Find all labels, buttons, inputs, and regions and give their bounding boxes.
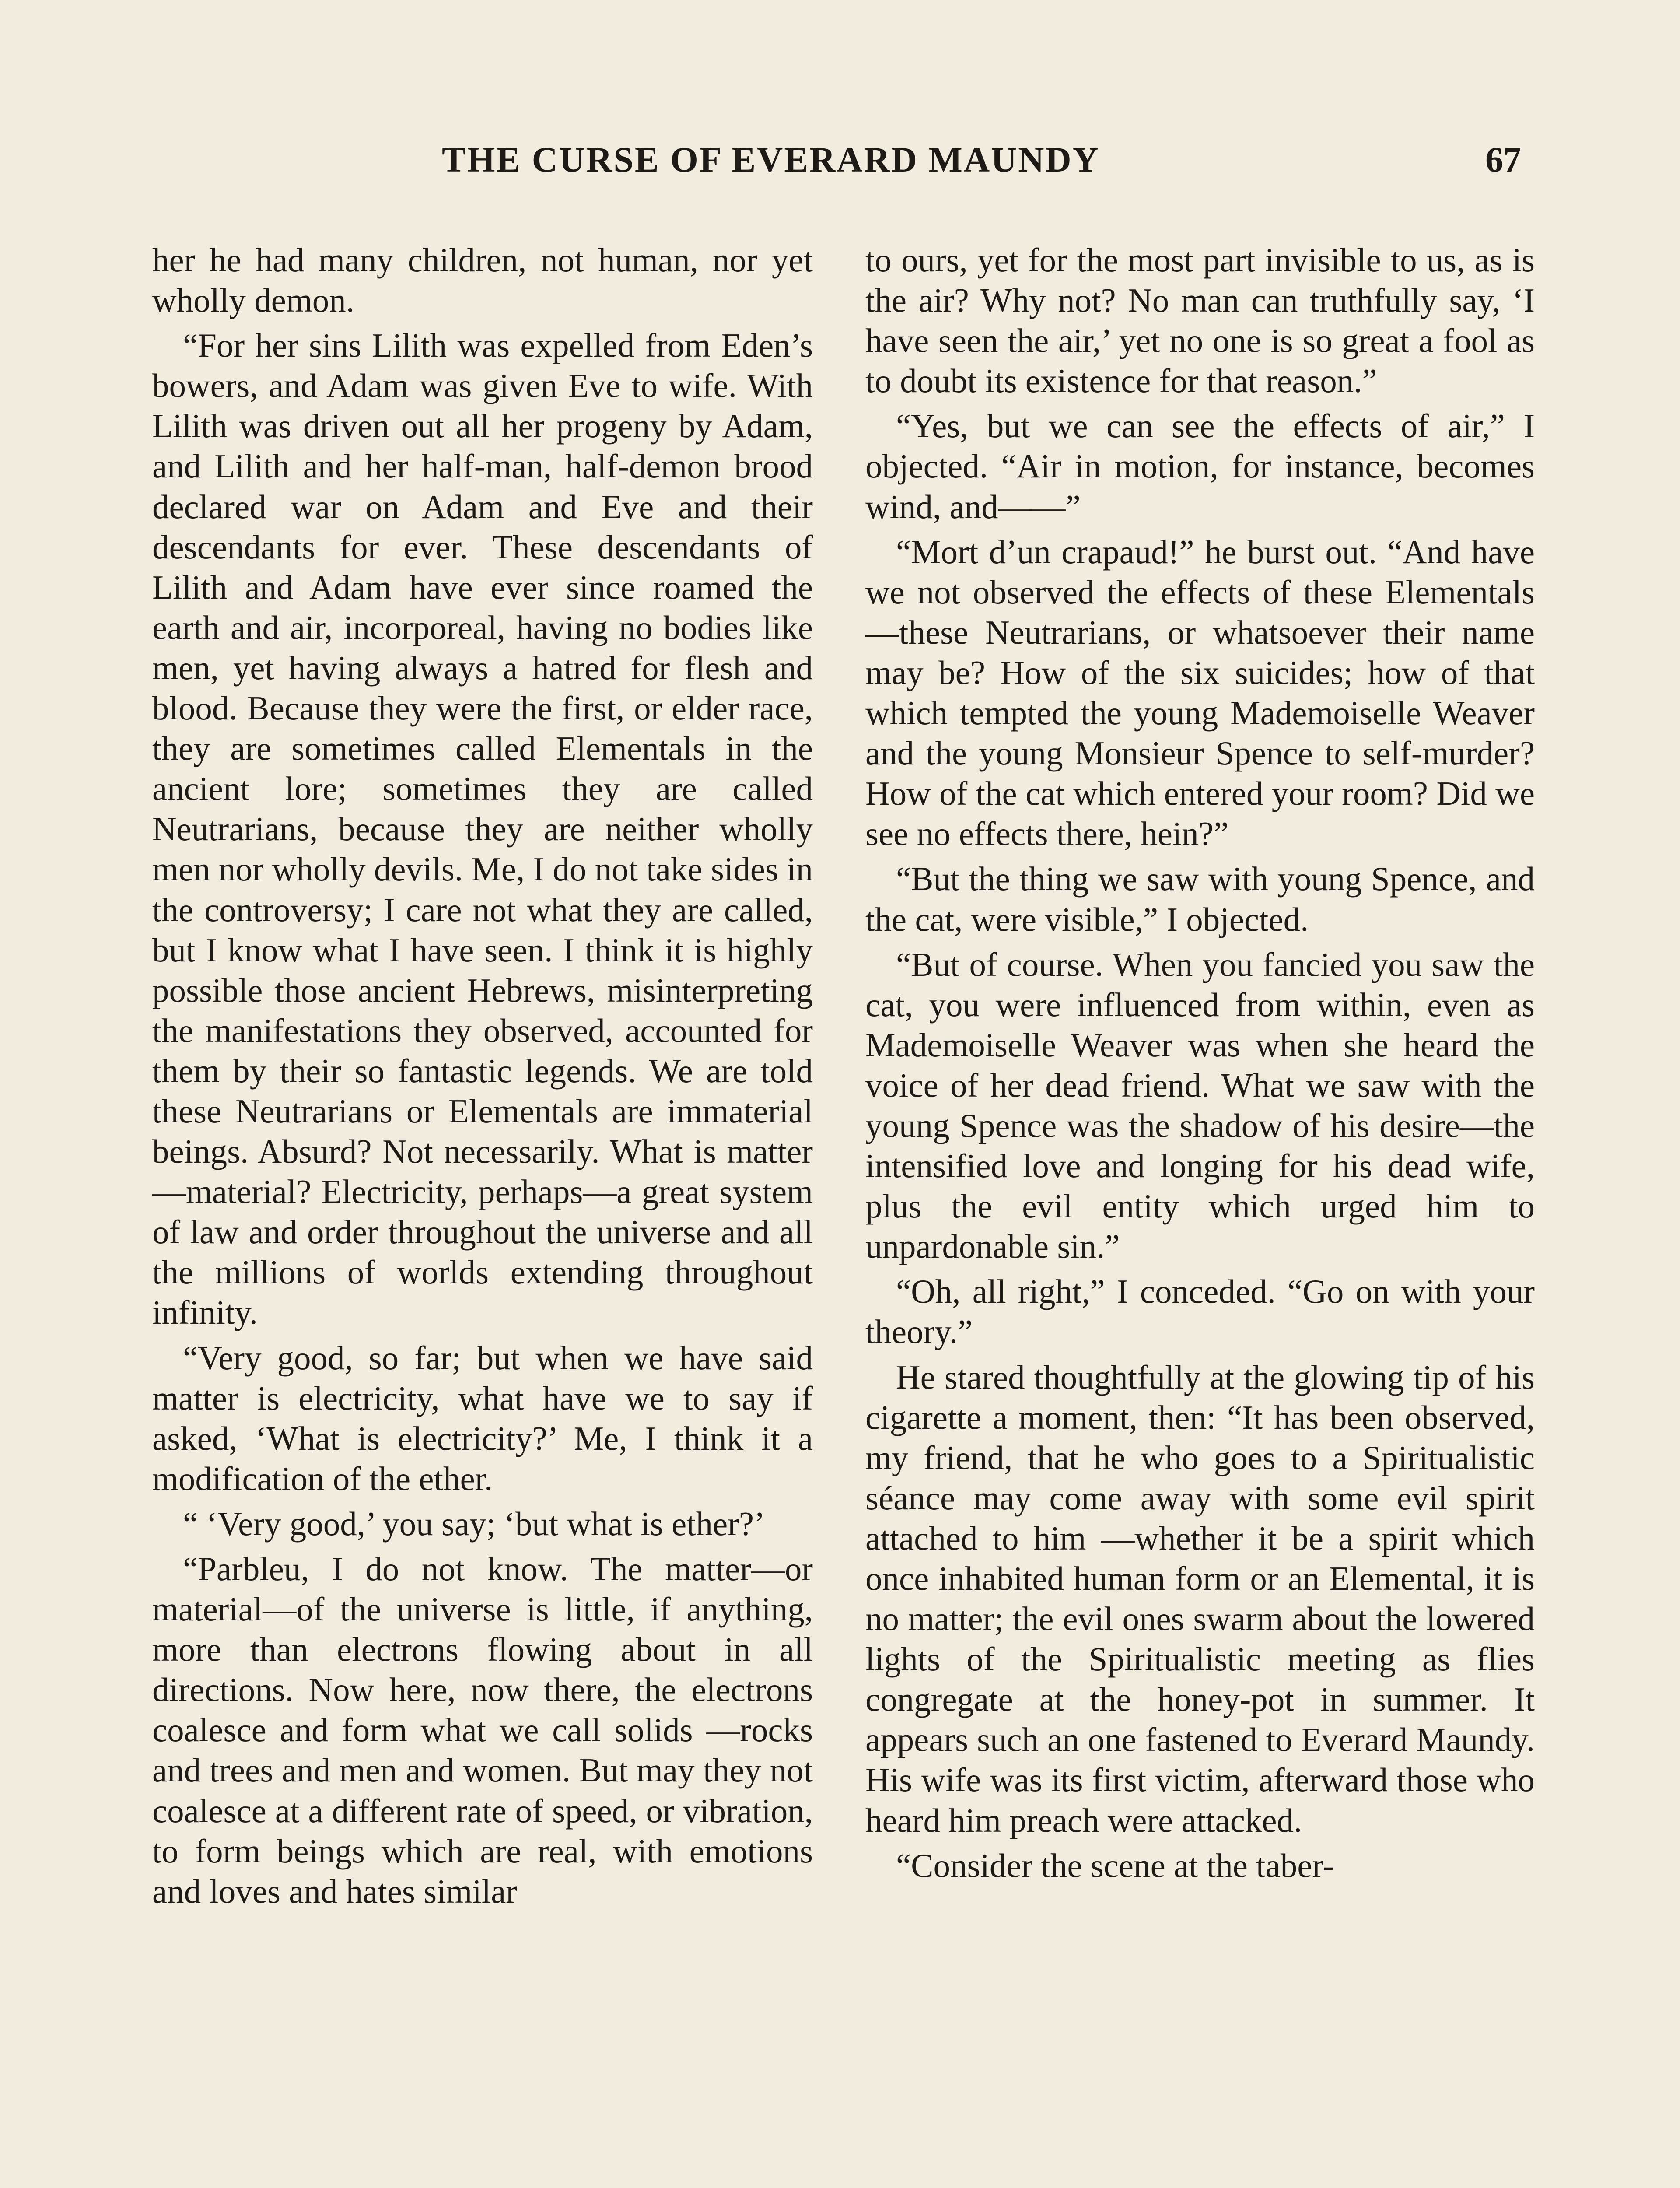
running-title: THE CURSE OF EVERARD MAUNDY: [442, 140, 1100, 179]
paragraph: “Very good, so far; but when we have said matter is electricity, what have we to say if asked, ‘What is electricity?’ Me, I think it a modification of the ether.: [152, 1339, 813, 1497]
page-number: 67: [1485, 140, 1521, 179]
paragraph: her he had many children, not human, nor yet wholly demon.: [152, 241, 813, 319]
paragraph: to ours, yet for the most part invisible to us, as is the air? Why not? No man can truthfully say, ‘I have seen the air,’ yet no one is so great a fool as to doubt its existence for that reason.”: [865, 241, 1535, 400]
paragraph: “For her sins Lilith was expelled from Eden’s bowers, and Adam was given Eve to wife. With Lilith was driven out all her progeny by Adam, and Lilith and her half-man, half-demon brood declared war on Adam and Eve and their descendants for ever. These descendants of Lilith and Adam have ever since roamed the earth and air, incorporeal, having no bodies like men, yet having always a hatred for flesh and blood. Because they were the first, or elder race, they are sometimes called Elementals in the ancient lore; sometimes they are called Neutrarians, because they are neither wholly men nor wholly devils. Me, I do not take sides in the controversy; I care not what they are called, but I know what I have seen. I think it is highly possible those ancient Hebrews, misinterpreting the manifestations they observed, accounted for them by their so fantastic legends. We are told these Neutrarians or Elementals are immaterial beings. Absurd? Not necessarily. What is matter—material? Electricity, perhaps—a great system of law and order throughout the universe and all the millions of worlds extending throughout infinity.: [152, 326, 813, 1332]
paragraph: “ ‘Very good,’ you say; ‘but what is ether?’: [183, 1504, 765, 1543]
paragraph: “Mort d’un crapaud!” he burst out. “And have we not observed the effects of these Elementals—these Neutrarians, or whatsoever their name may be? How of the six suicides; how of that which tempted the young Mademoiselle Weaver and the young Monsieur Spence to self-murder? How of the cat which entered your room? Did we see no effects there, hein?”: [865, 533, 1535, 853]
paragraph: “But the thing we saw with young Spence, and the cat, were visible,” I objected.: [865, 860, 1535, 938]
paragraph: “Consider the scene at the taber-: [896, 1846, 1334, 1884]
right-column: [865, 240, 1535, 1890]
left-column: [152, 240, 813, 1916]
paragraph: “Yes, but we can see the effects of air,” I objected. “Air in motion, for instance, becomes wind, and——”: [865, 407, 1535, 526]
paragraph: He stared thoughtfully at the glowing tip of his cigarette a moment, then: “It has been observed, my friend, that he who goes to a Spiritualistic séance may come away with some evil spirit attached to him —whether it be a spirit which once inhabited human form or an Elemental, it is no matter; the evil ones swarm about the lowered lights of the Spiritualistic meeting as flies congregate at the honey-pot in summer. It appears such an one fastened to Everard Maundy. His wife was its first victim, afterward those who heard him preach were attacked.: [865, 1358, 1535, 1839]
paragraph: “But of course. When you fancied you saw the cat, you were influenced from within, even as Mademoiselle Weaver was when she heard the voice of her dead friend. What we saw with the young Spence was the shadow of his desire—the intensified love and longing for his dead wife, plus the evil entity which urged him to unpardonable sin.”: [865, 945, 1535, 1266]
paragraph: “Parbleu, I do not know. The matter—or material—of the universe is little, if anything, more than electrons flowing about in all directions. Now here, now there, the electrons coalesce and form what we call solids —rocks and trees and men and women. But may they not coalesce at a different rate of speed, or vibration, to form beings which are real, with emotions and loves and hates similar: [152, 1550, 813, 1910]
paragraph: “Oh, all right,” I conceded. “Go on with your theory.”: [865, 1273, 1535, 1351]
